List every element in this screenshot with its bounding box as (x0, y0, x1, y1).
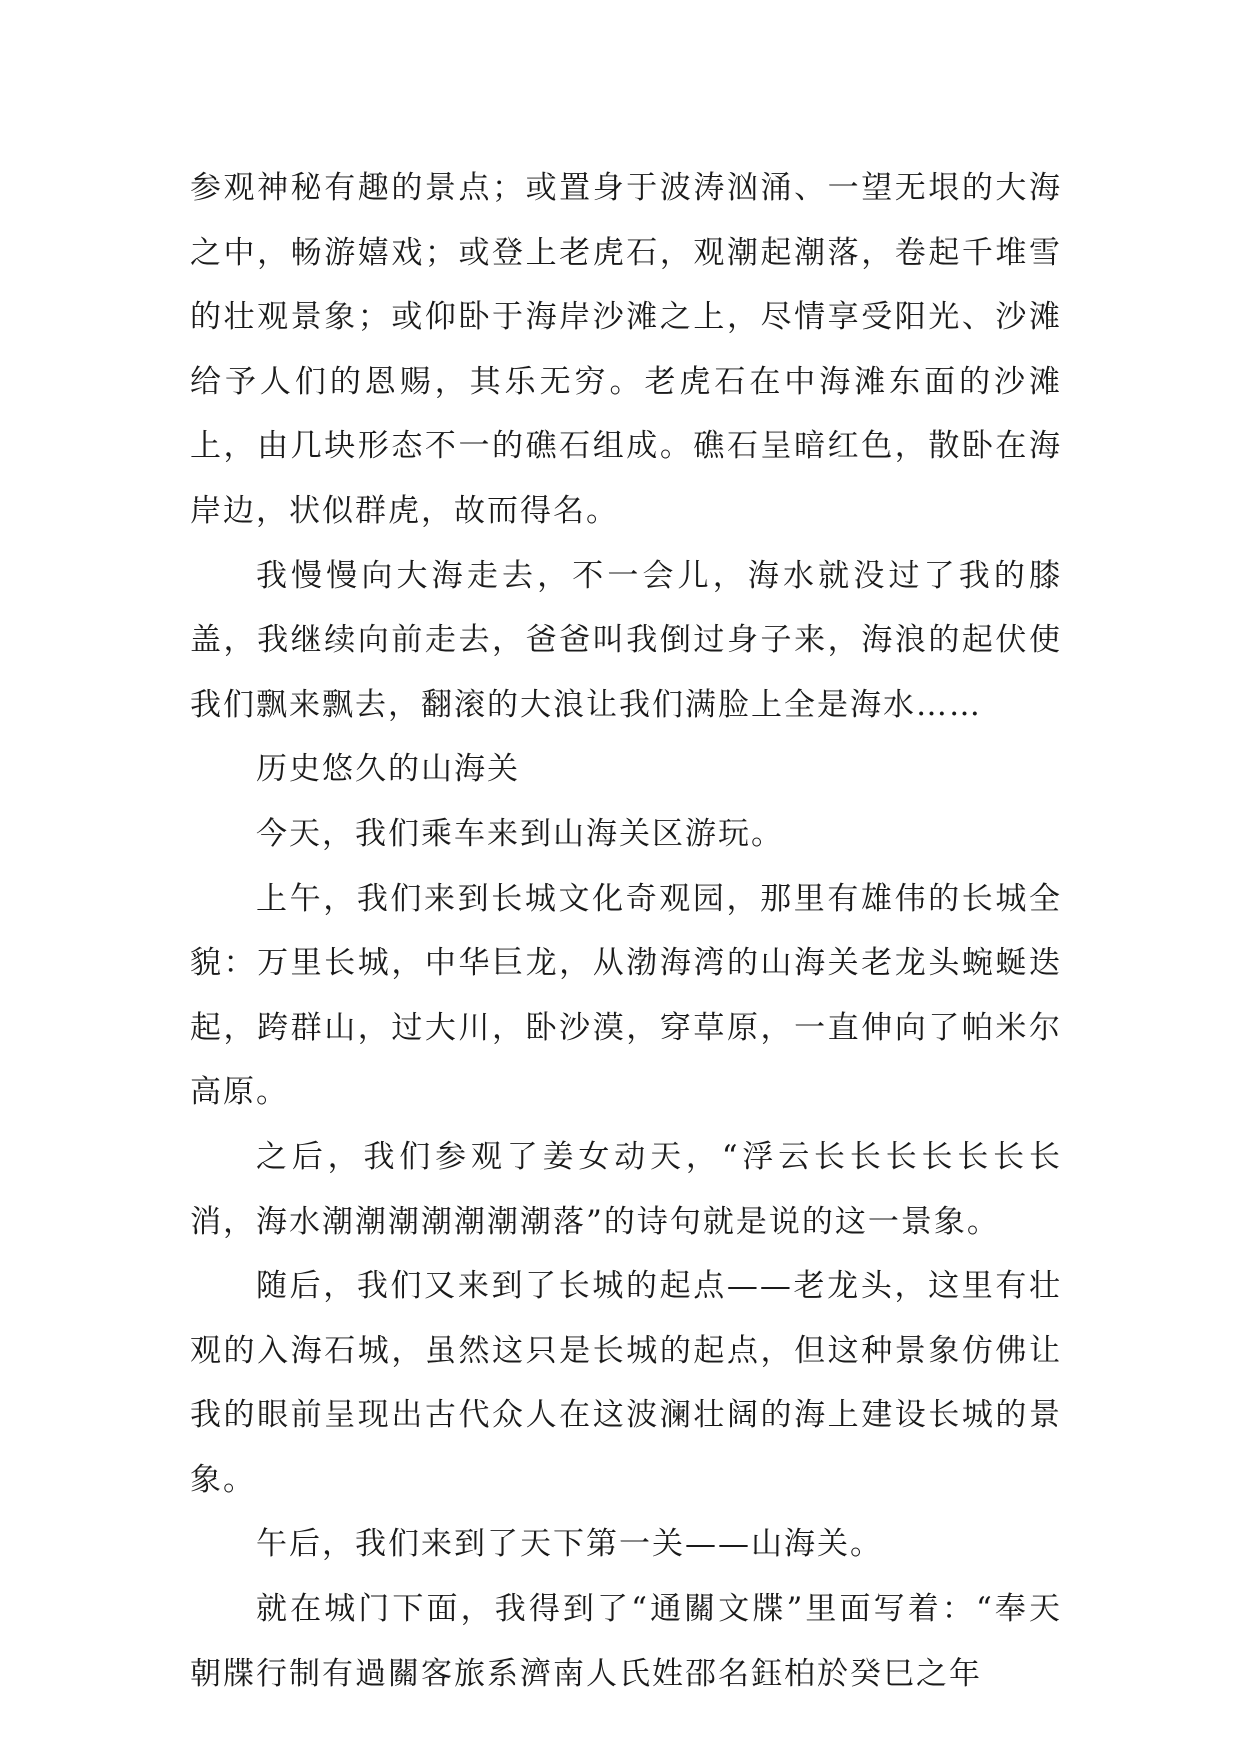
section-heading-shanhaiguan: 历史悠久的山海关 (256, 751, 520, 788)
paragraph-old-dragon-head: 随后，我们又来到了长城的起点——老龙头，这里有壮观的入海石城，虽然这只是长城的起点，但这种景象仿佛让我的眼前呈现出古代众人在这波澜壮阔的海上建设长城的景象。 (190, 1268, 1062, 1498)
paragraph-pass-document: 就在城门下面，我得到了“通關文牒”里面写着：“奉天朝牒行制有過關客旅系濟南人氏姓邵名鈺柏於癸巳之年 (190, 1591, 1062, 1692)
document-page (190, 156, 1062, 1706)
paragraph-morning: 上午，我们来到长城文化奇观园，那里有雄伟的长城全貌：万里长城，中华巨龙，从渤海湾的山海关老龙头蜿蜒迭起，跨群山，过大川，卧沙漠，穿草原，一直伸向了帕米尔高原。 (190, 880, 1062, 1111)
paragraph-today: 今天，我们乘车来到山海关区游玩。 (256, 815, 784, 852)
paragraph-afternoon: 午后，我们来到了天下第一关——山海关。 (256, 1526, 883, 1563)
paragraph-continued: 参观神秘有趣的景点；或置身于波涛汹涌、一望无垠的大海之中，畅游嬉戏；或登上老虎石，观潮起潮落，卷起千堆雪的壮观景象；或仰卧于海岸沙滩之上，尽情享受阳光、沙滩给予人们的恩赐，其乐无穷。老虎石在中海滩东面的沙滩上，由几块形态不一的礁石组成。礁石呈暗红色，散卧在海岸边，状似群虎，故而得名。 (190, 170, 1062, 529)
paragraph-walking-into-sea: 我慢慢向大海走去，不一会儿，海水就没过了我的膝盖，我继续向前走去，爸爸叫我倒过身子来，海浪的起伏使我们飘来飘去，翻滚的大浪让我们满脸上全是海水…… (190, 557, 1062, 723)
paragraph-afterwards: 之后，我们参观了姜女动天，“浮云长长长长长长长消，海水潮潮潮潮潮潮潮落”的诗句就是说的这一景象。 (190, 1138, 1062, 1240)
